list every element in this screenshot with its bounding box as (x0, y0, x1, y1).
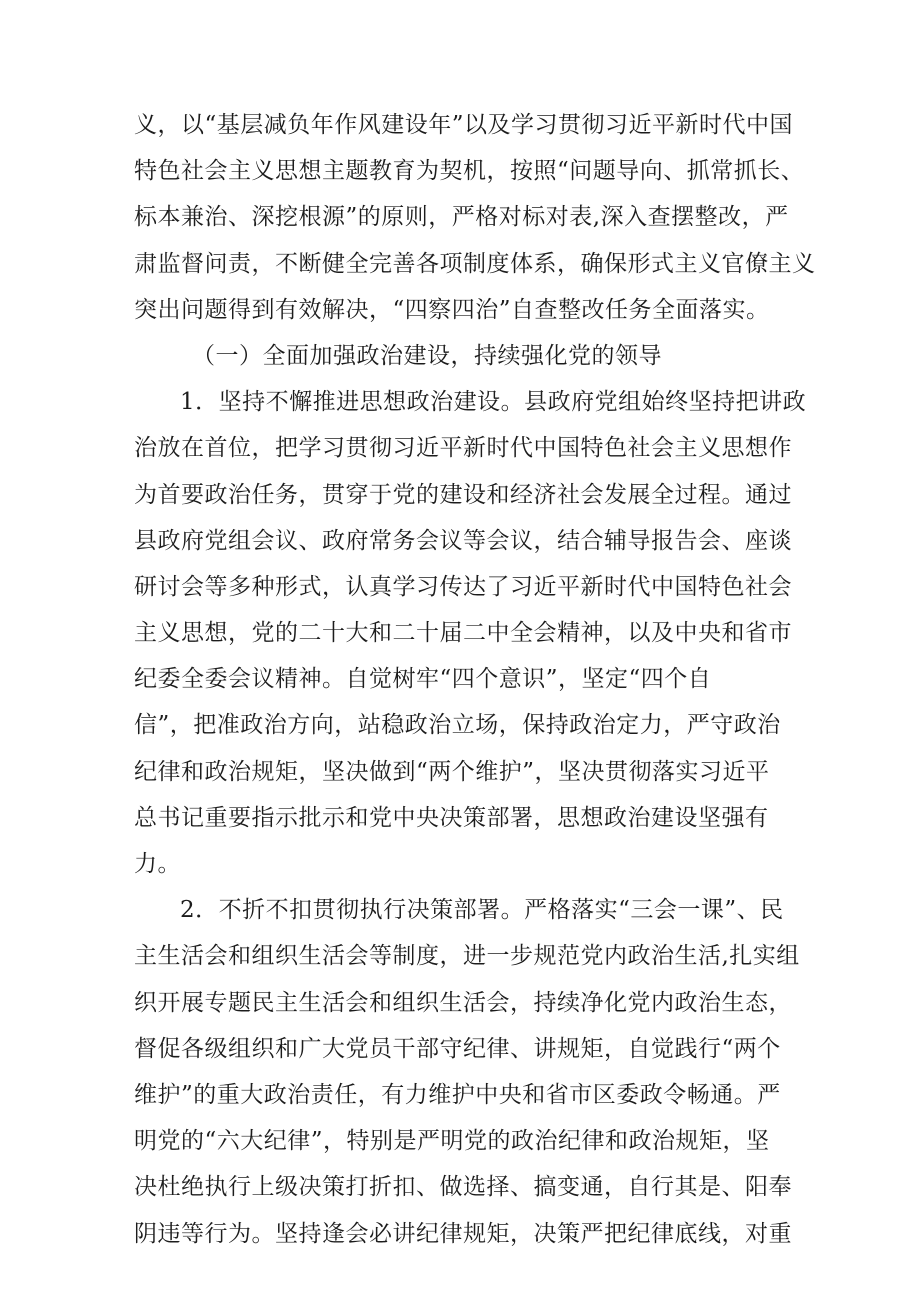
text-line: 治放在首位，把学习贯彻习近平新时代中国特色社会主义思想作 (134, 435, 792, 462)
paragraph-item-2 (134, 887, 800, 1257)
text-line: 总书记重要指示批示和党中央决策部署，思想政治建设坚强有 (134, 804, 769, 831)
text-line: 肃监督问责，不断健全完善各项制度体系，确保形式主义官僚主义 (134, 250, 816, 277)
text-line: 标本兼治、深挖根源”的原则，严格对标对表,深入查摆整改，严 (134, 204, 789, 231)
paragraph-intro (134, 102, 816, 333)
text-line: 阴违等行为。坚持逢会必讲纪律规矩，决策严把纪律底线，对重 (134, 1220, 792, 1247)
text-line: 督促各级组织和广大党员干部守纪律、讲规矩，自觉践行“两个 (134, 1035, 781, 1062)
text-line: 明党的“六大纪律”，特别是严明党的政治纪律和政治规矩，坚 (134, 1128, 770, 1155)
text-line: 决杜绝执行上级决策打折扣、做选择、搞变通，自行其是、阳奉 (134, 1174, 792, 1201)
text-line: 力。 (134, 851, 181, 877)
text-line: 2．不折不扣贯彻执行决策部署。严格落实“三会一课”、民 (180, 897, 784, 924)
text-line: 纪律和政治规矩，坚决做到“两个维护”，坚决贯彻落实习近平 (134, 758, 770, 785)
text-line: 主生活会和组织生活会等制度，进一步规范党内政治生活,扎实组 (134, 943, 800, 970)
text-line: 县政府党组会议、政府常务会议等会议，结合辅导报告会、座谈 (134, 527, 792, 554)
document-body (134, 102, 816, 1257)
section-heading (134, 333, 794, 379)
text-line: 1．坚持不懈推进思想政治建设。县政府党组始终坚持把讲政 (180, 389, 807, 416)
text-line: 主义思想，党的二十大和二十届二中全会精神，以及中央和省市 (134, 620, 792, 647)
text-line: 纪委全委会议精神。自觉树牢“四个意识”，坚定“四个自 (134, 666, 712, 693)
text-line: 义，以“基层减负年作风建设年”以及学习贯彻习近平新时代中国 (134, 112, 794, 138)
text-line: 研讨会等多种形式，认真学习传达了习近平新时代中国特色社会 (134, 573, 792, 600)
paragraph-item-1 (134, 379, 807, 887)
text-line: 为首要政治任务，贯穿于党的建设和经济社会发展全过程。通过 (134, 481, 792, 508)
text-line: 维护”的重大政治责任，有力维护中央和省市区委政令畅通。严 (134, 1081, 781, 1108)
text-line: 突出问题得到有效解决，“四察四治”自查整改任务全面落实。 (134, 296, 770, 323)
heading-line: （一）全面加强政治建设，持续强化党的领导 (192, 342, 662, 369)
text-line: 织开展专题民主生活会和组织生活会，持续净化党内政治生态， (134, 989, 792, 1016)
text-line: 信”，把准政治方向，站稳政治立场，保持政治定力，严守政治 (134, 712, 781, 739)
text-line: 特色社会主义思想主题教育为契机，按照“问题导向、抓常抓长、 (134, 158, 805, 185)
